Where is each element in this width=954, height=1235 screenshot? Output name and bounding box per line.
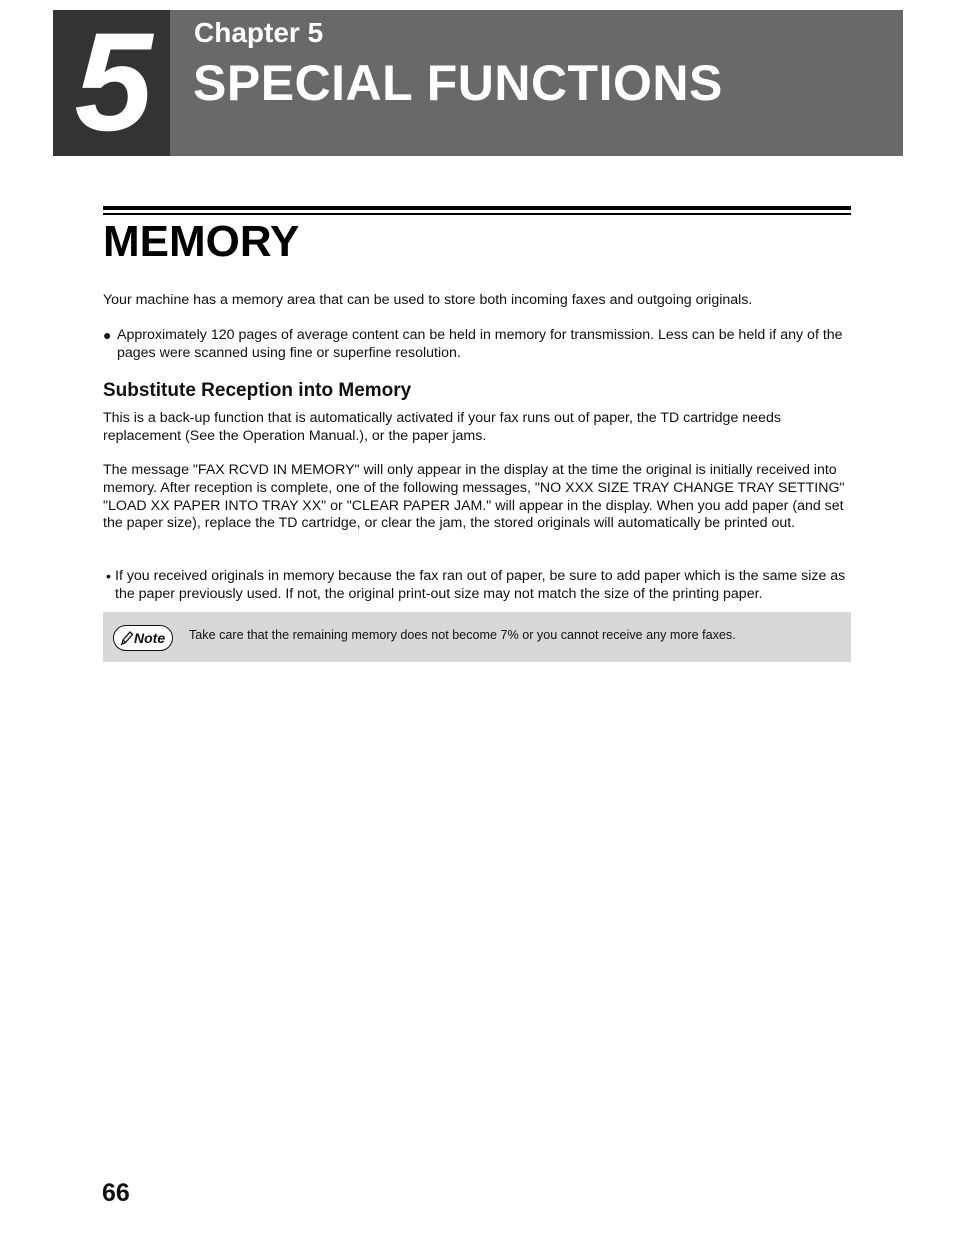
list-item [103,568,855,606]
section-rule-thick [103,206,851,210]
subsection-title: Substitute Reception into Memory [103,380,412,401]
note-text: Take care that the remaining memory does not become 7% or you cannot receive any more faxes. [189,628,736,642]
bullet-icon: ● [103,327,112,343]
chapter-title: SPECIAL FUNCTIONS [193,55,723,111]
section-title: MEMORY [103,217,300,266]
pencil-icon [120,630,134,646]
chapter-label: Chapter 5 [194,17,324,48]
chapter-number: 5 [74,3,149,160]
subsection-paragraph-2: The message "FAX RCVD IN MEMORY" will only appear in the display at the time the original is initially received into memory. After reception is complete, one of the following messages, "NO XXX SIZE TRAY CHANGE TRAY SETTING" "LOAD XX PAPER INTO TRAY XX" or "CLEAR PAPER JAM." will appear in the display. When you add paper (and set the paper size), replace the TD cartridge, or clear the jam, the stored originals will automatically be printed out. [103,462,845,532]
chapter-header [53,3,903,160]
subsection-paragraph-1: This is a back-up function that is automatically activated if your fax runs out of paper, the TD cartridge needs replacement (See the Operation Manual.), or the paper jams. [103,410,781,444]
bullet-text: Approximately 120 pages of average content can be held in memory for transmission. Less can be held if any of the pages were scanned using fine or superfine resolution. [117,327,843,361]
section-intro: Your machine has a memory area that can be used to store both incoming faxes and outgoing originals. [103,292,753,308]
note-badge-label: Note [134,630,166,646]
note-badge [113,625,173,651]
list-item [103,327,855,365]
chapter-number-box [53,3,170,160]
note-box [103,612,851,662]
section-rule-thin [103,213,851,215]
bullet-text: If you received originals in memory because the fax ran out of paper, be sure to add paper which is the same size as the paper previously used. If not, the original print-out size may not match the size of the printing paper. [115,568,846,602]
page-number: 66 [102,1179,130,1207]
bullet-icon: • [106,568,111,584]
